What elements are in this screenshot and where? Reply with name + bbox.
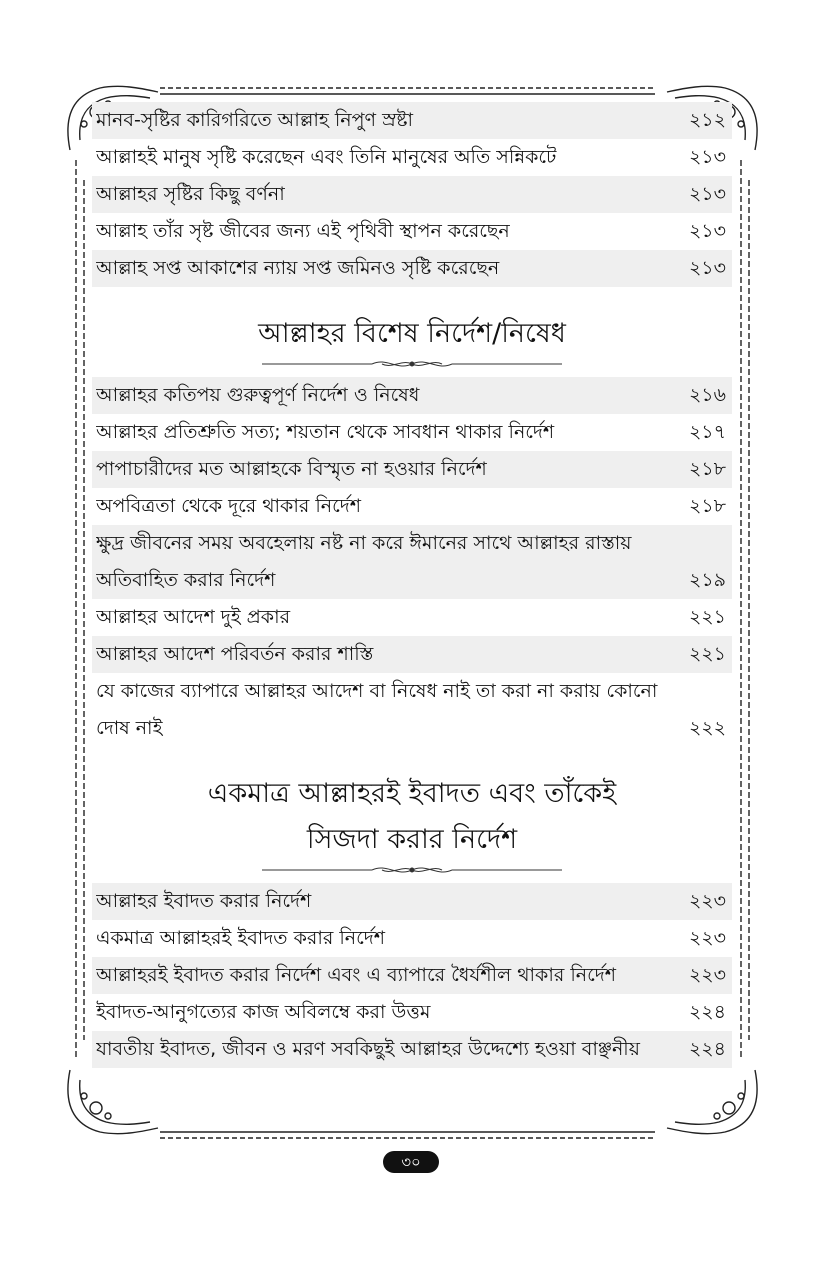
toc-entry[interactable] bbox=[92, 883, 732, 920]
toc-entry-page: ২১৯ bbox=[688, 569, 726, 591]
table-of-contents bbox=[92, 102, 732, 1068]
toc-entry[interactable] bbox=[92, 673, 732, 747]
toc-entry-page: ২১৬ bbox=[688, 384, 726, 406]
toc-entry-title: ইবাদত-আনুগত্যের কাজ অবিলম্বে করা উত্তম bbox=[96, 1001, 431, 1023]
toc-entry[interactable] bbox=[92, 488, 732, 525]
toc-entry-page: ২১৩ bbox=[688, 257, 726, 279]
section-spacer bbox=[92, 747, 732, 771]
toc-entry-title: আল্লাহই মানুষ সৃষ্টি করেছেন এবং তিনি মানুষের অতি সন্নিকটে bbox=[96, 146, 557, 168]
toc-entry-title: একমাত্র আল্লাহরই ইবাদত করার নির্দেশ bbox=[96, 927, 385, 949]
ornamental-divider bbox=[262, 357, 562, 371]
toc-entry[interactable] bbox=[92, 994, 732, 1031]
toc-entry-page: ২১৩ bbox=[688, 183, 726, 205]
toc-entry[interactable] bbox=[92, 636, 732, 673]
toc-entry[interactable] bbox=[92, 957, 732, 994]
toc-entry-page: ২১৮ bbox=[688, 495, 726, 517]
toc-entry-page: ২১৭ bbox=[688, 421, 726, 443]
toc-entry-title: আল্লাহর কতিপয় গুরুত্বপূর্ণ নির্দেশ ও নিষেধ bbox=[96, 384, 420, 406]
toc-entry-title: আল্লাহর সৃষ্টির কিছু বর্ণনা bbox=[96, 183, 285, 205]
toc-entry[interactable] bbox=[92, 377, 732, 414]
toc-entry-title: যাবতীয় ইবাদত, জীবন ও মরণ সবকিছুই আল্লাহর উদ্দেশ্যে হওয়া বাঞ্ছনীয় bbox=[96, 1038, 640, 1060]
toc-entry[interactable] bbox=[92, 599, 732, 636]
toc-entry-page: ২২১ bbox=[688, 643, 726, 665]
toc-entry-page: ২২৪ bbox=[688, 1001, 726, 1023]
toc-entry-page: ২২২ bbox=[688, 717, 726, 739]
section-heading: সিজদা করার নির্দেশ bbox=[306, 824, 518, 855]
toc-entry-title: যে কাজের ব্যাপারে আল্লাহর আদেশ বা নিষেধ নাই তা করা না করায় কোনো দোষ নাই bbox=[96, 680, 658, 739]
toc-entry-page: ২২৩ bbox=[688, 964, 726, 986]
section-heading: আল্লাহর বিশেষ নির্দেশ/নিষেধ bbox=[258, 318, 566, 349]
toc-entry[interactable] bbox=[92, 1031, 732, 1068]
toc-entry-title: আল্লাহরই ইবাদত করার নির্দেশ এবং এ ব্যাপারে ধৈর্যশীল থাকার নির্দেশ bbox=[96, 964, 616, 986]
toc-entry[interactable] bbox=[92, 213, 732, 250]
toc-entry-title: মানব-সৃষ্টির কারিগরিতে আল্লাহ নিপুণ স্রষ্টা bbox=[96, 109, 414, 131]
section-spacer bbox=[92, 287, 732, 311]
toc-entry-title: আল্লাহ সপ্ত আকাশের ন্যায় সপ্ত জমিনও সৃষ্টি করেছেন bbox=[96, 257, 500, 279]
toc-entry[interactable] bbox=[92, 176, 732, 213]
toc-entry-title: আল্লাহর প্রতিশ্রুতি সত্য; শয়তান থেকে সাবধান থাকার নির্দেশ bbox=[96, 421, 555, 443]
toc-entry-page: ২২৩ bbox=[688, 890, 726, 912]
toc-entry-page: ২১২ bbox=[688, 109, 726, 131]
toc-entry[interactable] bbox=[92, 920, 732, 957]
toc-entry-title: আল্লাহ তাঁর সৃষ্ট জীবের জন্য এই পৃথিবী স্থাপন করেছেন bbox=[96, 220, 510, 242]
toc-entry[interactable] bbox=[92, 451, 732, 488]
toc-entry[interactable] bbox=[92, 525, 732, 599]
toc-entry-title: আল্লাহর ইবাদত করার নির্দেশ bbox=[96, 890, 312, 912]
section-heading: একমাত্র আল্লাহরই ইবাদত এবং তাঁকেই bbox=[207, 778, 617, 809]
toc-entry-page: ২২৪ bbox=[688, 1038, 726, 1060]
toc-entry-title: আল্লাহর আদেশ পরিবর্তন করার শাস্তি bbox=[96, 643, 374, 665]
toc-entry-page: ২১৩ bbox=[688, 220, 726, 242]
toc-entry[interactable] bbox=[92, 250, 732, 287]
toc-entry-page: ২২১ bbox=[688, 606, 726, 628]
page-number-badge: ৩০ bbox=[383, 1151, 439, 1173]
toc-entry[interactable] bbox=[92, 139, 732, 176]
toc-entry-page: ২২৩ bbox=[688, 927, 726, 949]
toc-entry-title: অপবিত্রতা থেকে দূরে থাকার নির্দেশ bbox=[96, 495, 361, 517]
toc-entry[interactable] bbox=[92, 102, 732, 139]
toc-entry-title: পাপাচারীদের মত আল্লাহকে বিস্মৃত না হওয়ার নির্দেশ bbox=[96, 458, 487, 480]
toc-entry-title: ক্ষুদ্র জীবনের সময় অবহেলায় নষ্ট না করে ঈমানের সাথে আল্লাহর রাস্তায় অতিবাহিত করার নির্দেশ bbox=[96, 532, 632, 591]
toc-entry-page: ২১৮ bbox=[688, 458, 726, 480]
ornamental-divider bbox=[262, 863, 562, 877]
toc-entry[interactable] bbox=[92, 414, 732, 451]
toc-entry-page: ২১৩ bbox=[688, 146, 726, 168]
toc-entry-title: আল্লাহর আদেশ দুই প্রকার bbox=[96, 606, 291, 628]
